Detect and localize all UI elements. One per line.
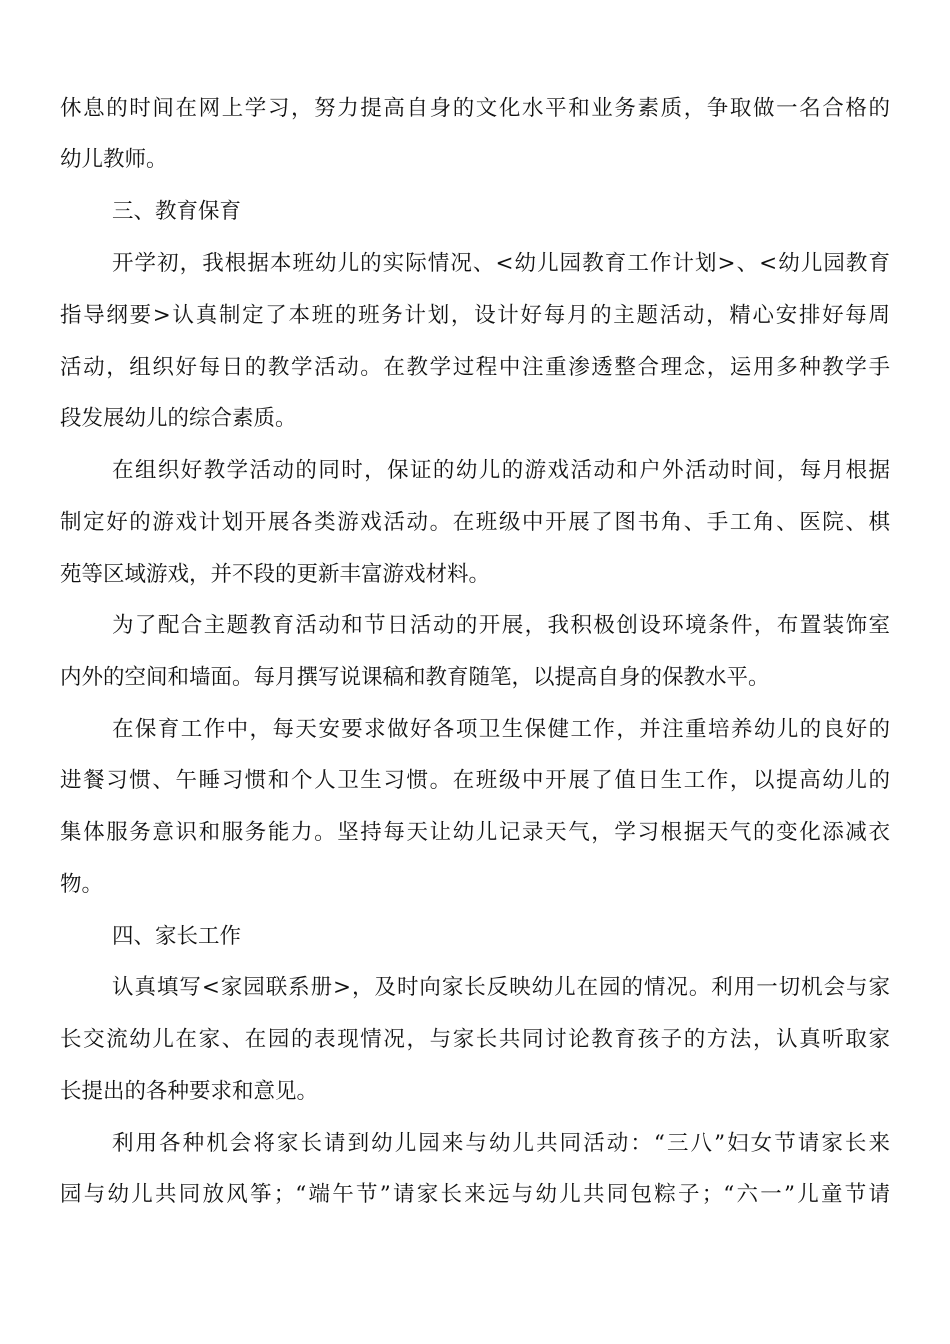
text-line: 段发展幼儿的综合素质。 bbox=[60, 406, 297, 431]
text-line: 苑等区域游戏，并不段的更新丰富游戏材料。 bbox=[60, 562, 491, 587]
section-heading: 三、教育保育 bbox=[112, 199, 242, 224]
text-line: 在组织好教学活动的同时，保证的幼儿的游戏活动和户外活动时间，每月根据 bbox=[112, 458, 890, 483]
text-line: 制定好的游戏计划开展各类游戏活动。在班级中开展了图书角、手工角、医院、棋 bbox=[60, 510, 890, 535]
text-line: 活动，组织好每日的教学活动。在教学过程中注重渗透整合理念，运用多种教学手 bbox=[60, 355, 890, 380]
text-line: 集体服务意识和服务能力。坚持每天让幼儿记录天气，学习根据天气的变化添减衣 bbox=[60, 820, 890, 845]
text-line: 利用各种机会将家长请到幼儿园来与幼儿共同活动：“三八”妇女节请家长来 bbox=[112, 1131, 890, 1156]
text-line: 物。 bbox=[60, 872, 104, 897]
text-line: 休息的时间在网上学习，努力提高自身的文化水平和业务素质，争取做一名合格的 bbox=[60, 96, 890, 121]
text-line: 幼儿教师。 bbox=[60, 147, 168, 172]
text-line: 内外的空间和墙面。每月撰写说课稿和教育随笔，以提高自身的保教水平。 bbox=[60, 665, 770, 690]
text-line: 为了配合主题教育活动和节日活动的开展，我积极创设环境条件，布置装饰室 bbox=[112, 613, 890, 638]
text-line: 指导纲要>认真制定了本班的班务计划，设计好每月的主题活动，精心安排好每周 bbox=[60, 303, 890, 328]
text-line: 长交流幼儿在家、在园的表现情况，与家长共同讨论教育孩子的方法，认真听取家 bbox=[60, 1027, 890, 1052]
text-line: 认真填写<家园联系册>，及时向家长反映幼儿在园的情况。利用一切机会与家 bbox=[112, 975, 890, 1000]
section-heading: 四、家长工作 bbox=[112, 924, 242, 949]
text-line: 长提出的各种要求和意见。 bbox=[60, 1079, 319, 1104]
text-line: 开学初，我根据本班幼儿的实际情况、<幼儿园教育工作计划>、<幼儿园教育 bbox=[112, 251, 890, 276]
text-line: 进餐习惯、午睡习惯和个人卫生习惯。在班级中开展了值日生工作，以提高幼儿的 bbox=[60, 768, 890, 793]
text-line: 在保育工作中，每天安要求做好各项卫生保健工作，并注重培养幼儿的良好的 bbox=[112, 717, 890, 742]
text-line: 园与幼儿共同放风筝；“端午节”请家长来远与幼儿共同包粽子；“六一”儿童节请 bbox=[60, 1182, 890, 1207]
